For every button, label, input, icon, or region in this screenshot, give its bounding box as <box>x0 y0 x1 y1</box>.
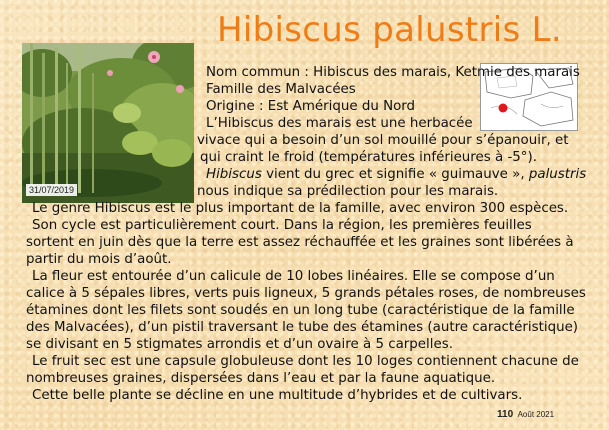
text-line: qui craint le froid (températures inférieures à -5°). <box>200 150 537 165</box>
text-line: Le fruit sec est une capsule globuleuse dont les 10 loges contiennent chacune de <box>32 354 579 369</box>
text-line: étamines dont les filets sont soudés en un long tube (caractéristique de la famille <box>26 303 575 318</box>
page-number: 110 <box>497 409 514 420</box>
text-line: nombreuses graines, dispersées dans l’eau et par la faune aquatique. <box>26 371 496 386</box>
etymology-line: Hibiscus vient du grec et signifie « guimauve », palustris <box>206 167 587 182</box>
text-line: vivace qui a besoin d’un sol mouillé pour s’épanouir, et <box>197 133 569 148</box>
text-line: se divisant en 5 stigmates arrondis et d’un ovaire à 5 carpelles. <box>26 337 453 352</box>
text-line: calice à 5 sépales libres, verts puis ligneux, 5 grands pétales roses, de nombreuses <box>26 286 586 301</box>
species-epithet: palustris <box>528 167 587 182</box>
text-line: nous indique sa prédilection pour les marais. <box>197 184 499 199</box>
page-footer <box>497 404 554 422</box>
text-line: des Malvacées), d’un pistil traversant le tube des étamines (autre caractéristique) <box>26 320 579 335</box>
text-line: Son cycle est particulièrement court. Dans la région, les premières feuilles <box>32 218 532 233</box>
page-title: Hibiscus palustris L. <box>217 10 562 50</box>
text-line: Cette belle plante se décline en une multitude d’hybrides et de cultivars. <box>32 388 523 403</box>
plant-photo <box>22 43 194 203</box>
text-line: partir du mois d’août. <box>26 252 172 267</box>
text-line: L’Hibiscus des marais est une herbacée <box>206 116 473 131</box>
text-line: sortent en juin dès que la terre est assez réchauffée et les graines sont libérées à <box>26 235 574 250</box>
photo-date-stamp: 31/07/2019 <box>26 184 77 196</box>
text-line: La fleur est entourée d’un calicule de 10 lobes linéaires. Elle se compose d’un <box>32 269 555 284</box>
plant-family: Famille des Malvacées <box>206 82 356 97</box>
text-line: Le genre Hibiscus est le plus important de la famille, avec environ 300 espèces. <box>32 201 569 216</box>
common-name: Nom commun : Hibiscus des marais, Ketmie des marais <box>206 65 580 80</box>
genus-name: Hibiscus <box>206 167 262 182</box>
map-location-marker <box>499 104 508 113</box>
plant-origin: Origine : Est Amérique du Nord <box>206 99 416 114</box>
issue-date: Août 2021 <box>517 410 555 419</box>
